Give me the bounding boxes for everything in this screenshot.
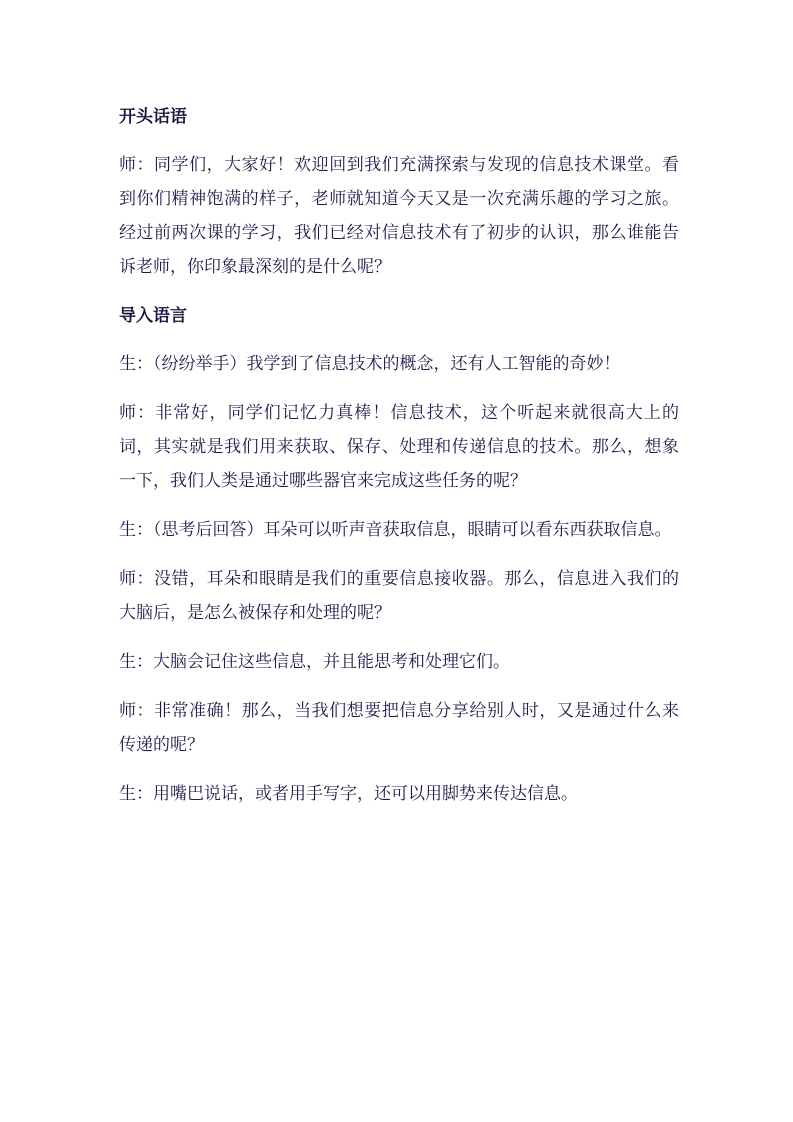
section-heading-opening: 开头话语 (119, 107, 187, 127)
paragraph-student-3: 生：大脑会记住这些信息，并且能思考和处理它们。 (119, 652, 510, 672)
paragraph-student-1: 生：（纷纷举手）我学到了信息技术的概念，还有人工智能的奇妙！ (119, 354, 621, 374)
paragraph-teacher-2: 师：没错，耳朵和眼睛是我们的重要信息接收器。那么，信息进入我们的大脑后，是怎么被保存和处理的呢？ (119, 569, 679, 623)
section-heading-introduction: 导入语言 (119, 306, 187, 326)
paragraph-opening-teacher: 师：同学们，大家好！欢迎回到我们充满探索与发现的信息技术课堂。看到你们精神饱满的样子，老师就知道今天又是一次充满乐趣的学习之旅。经过前两次课的学习，我们已经对信息技术有了初步的认识，那么谁能告诉老师，你印象最深刻的是什么呢？ (119, 155, 679, 277)
paragraph-teacher-3: 师：非常准确！那么，当我们想要把信息分享给别人时，又是通过什么来传递的呢？ (119, 701, 679, 755)
paragraph-teacher-1: 师：非常好，同学们记忆力真棒！信息技术，这个听起来就很高大上的词，其实就是我们用来获取、保存、处理和传递信息的技术。那么，想象一下，我们人类是通过哪些器官来完成这些任务的呢？ (119, 403, 679, 491)
paragraph-student-4: 生：用嘴巴说话，或者用手写字，还可以用脚势来传达信息。 (119, 784, 578, 804)
document-content (119, 100, 679, 811)
paragraph-student-2: 生：（思考后回答）耳朵可以听声音获取信息，眼睛可以看东西获取信息。 (119, 520, 672, 540)
